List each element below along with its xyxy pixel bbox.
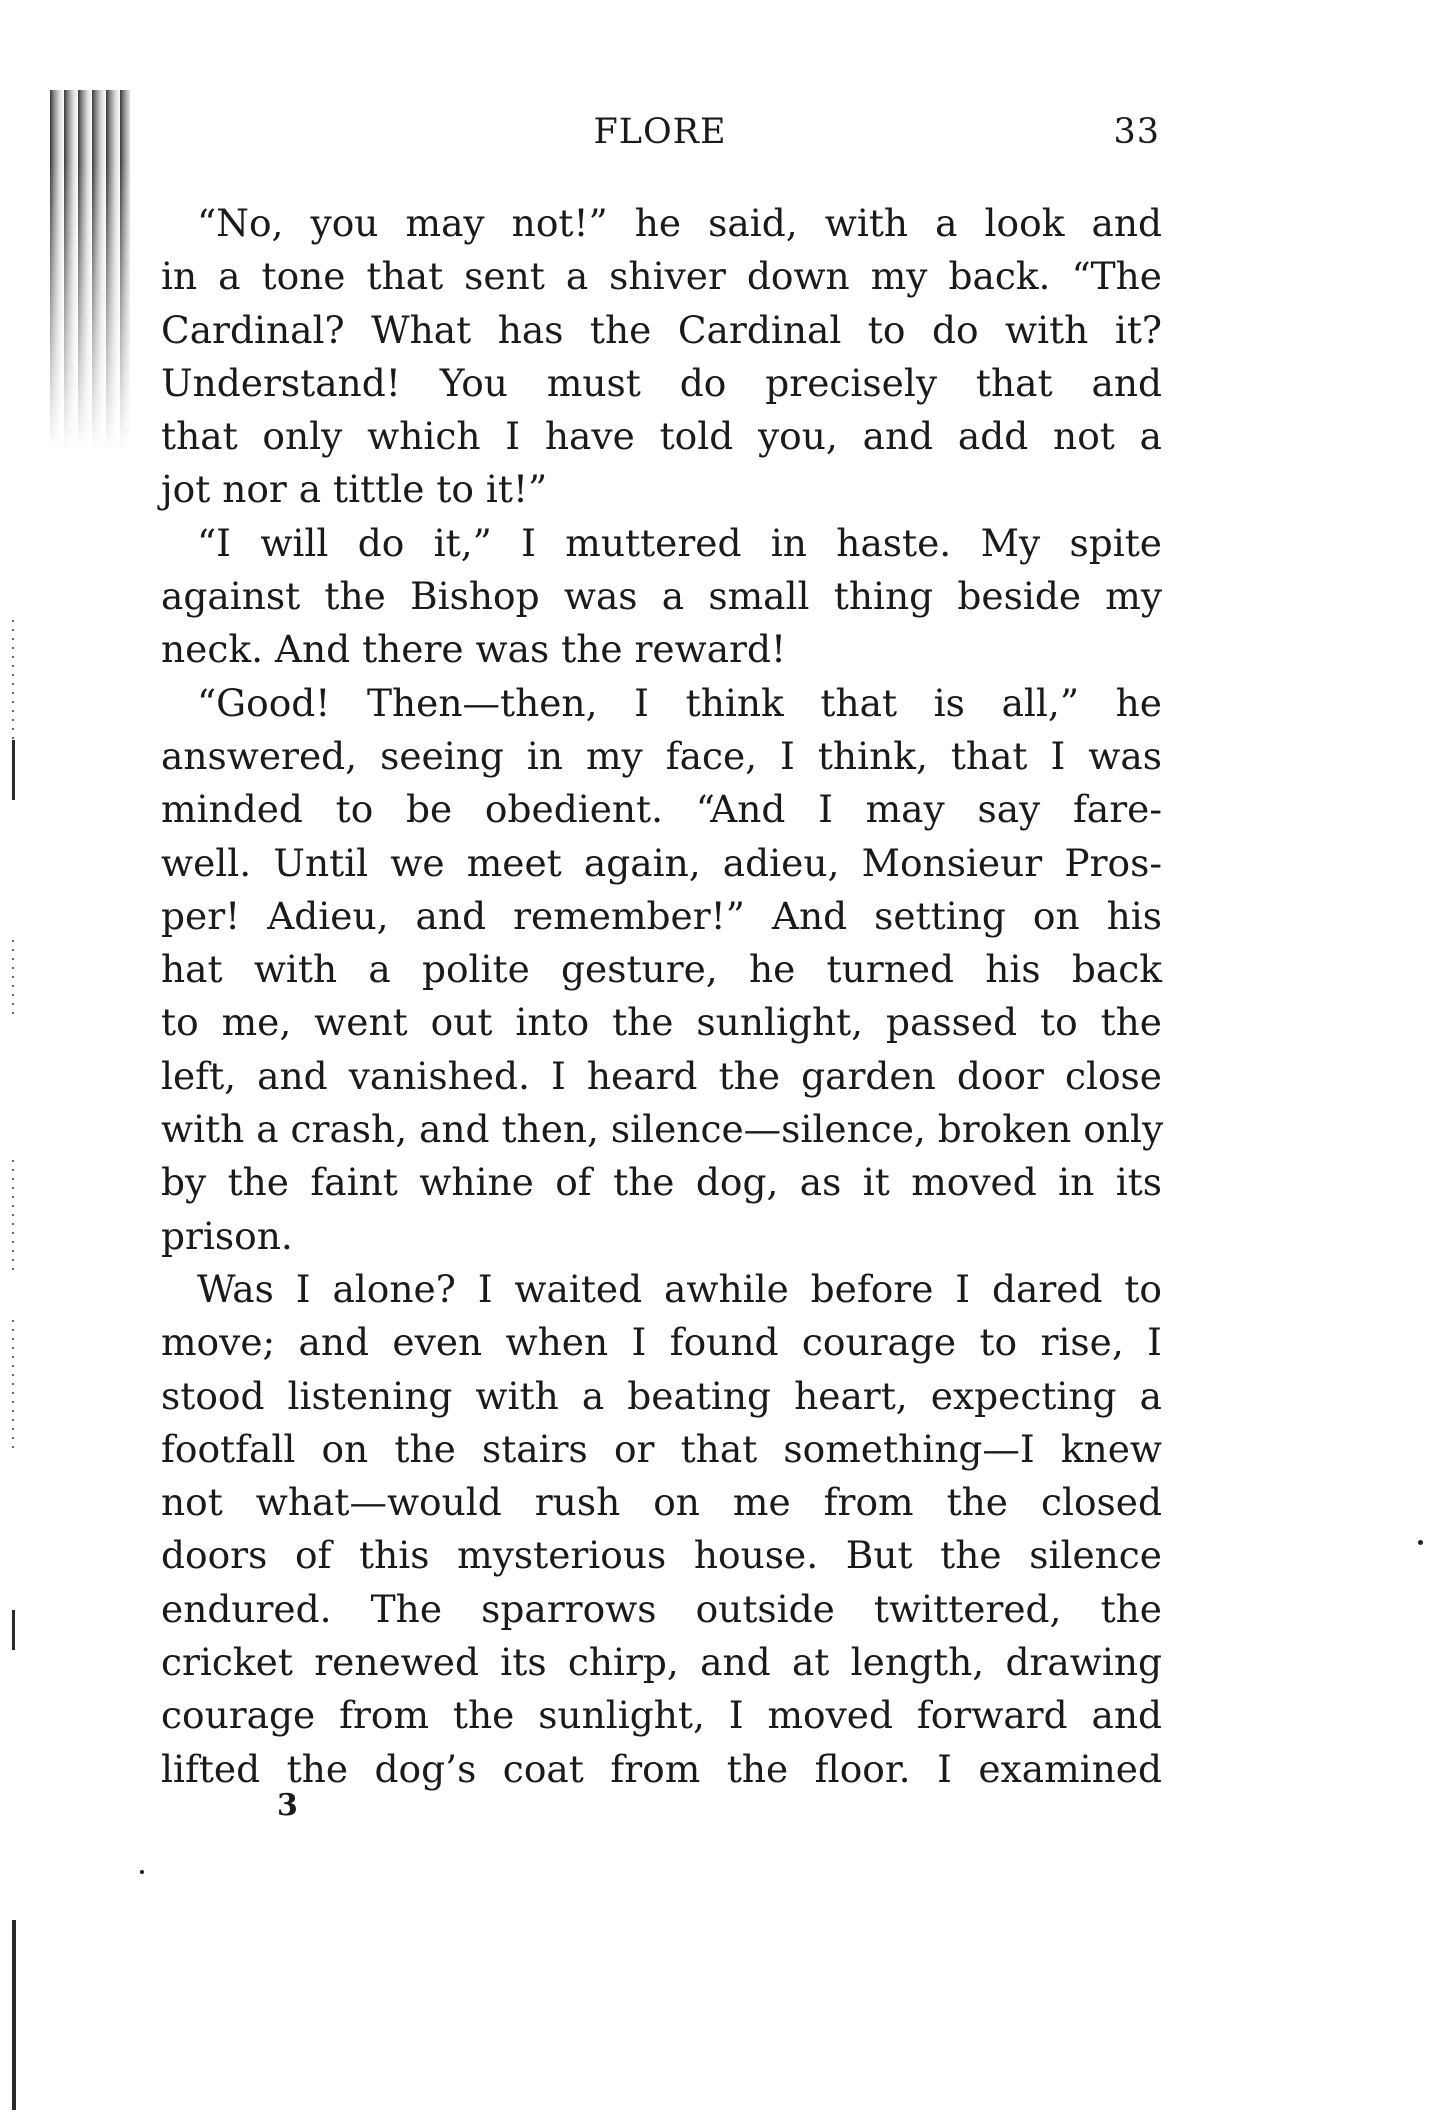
text-line: Was I alone? I waited awhile before I dared to <box>197 1266 1162 1311</box>
text-line: endured. The sparrows outside twittered, the <box>161 1586 1162 1631</box>
text-line: with a crash, and then, silence—silence, broken only <box>161 1107 1164 1152</box>
text-line: footfall on the stairs or that something—I knew <box>161 1426 1162 1471</box>
scan-gutter-shadow <box>50 90 130 450</box>
text-line: to me, went out into the sunlight, passed to the <box>161 1000 1162 1045</box>
text-line: courage from the sunlight, I moved forward and <box>161 1693 1162 1738</box>
text-line: “I will do it,” I muttered in haste. My spite <box>197 520 1162 565</box>
page-number: 33 <box>1113 112 1160 152</box>
text-line: neck. And there was the reward! <box>161 627 787 672</box>
text-line: doors of this mysterious house. But the silence <box>161 1533 1162 1578</box>
text-line: answered, seeing in my face, I think, that I was <box>161 733 1162 778</box>
signature-mark: 3 <box>277 1788 298 1823</box>
text-line: cricket renewed its chirp, and at length, drawing <box>161 1640 1162 1685</box>
text-line: Understand! You must do precisely that and <box>161 360 1162 405</box>
scan-speck <box>140 1870 144 1874</box>
text-line: hat with a polite gesture, he turned his back <box>161 947 1162 992</box>
text-line: “No, you may not!” he said, with a look and <box>197 201 1162 245</box>
scan-gutter-mark <box>12 740 15 800</box>
text-line: Cardinal? What has the Cardinal to do with it? <box>161 307 1162 352</box>
text-line: minded to be obedient. “And I may say fare- <box>161 787 1162 832</box>
text-line: against the Bishop was a small thing beside my <box>161 574 1162 619</box>
scan-gutter-mark <box>12 1920 16 2110</box>
text-line: left, and vanished. I heard the garden door close <box>161 1053 1162 1098</box>
text-line: well. Until we meet again, adieu, Monsieur Pros- <box>161 840 1162 885</box>
scan-gutter-mark <box>12 620 14 740</box>
scan-gutter-mark <box>12 1320 14 1450</box>
text-line: “Good! Then—then, I think that is all,” he <box>197 680 1162 725</box>
running-head <box>160 112 1160 172</box>
text-line: move; and even when I found courage to rise, I <box>161 1320 1162 1365</box>
body-text <box>161 197 1162 1796</box>
text-line: lifted the dog’s coat from the floor. I examined <box>161 1746 1162 1791</box>
text-line: not what—would rush on me from the closed <box>161 1480 1162 1525</box>
text-line: stood listening with a beating heart, expecting a <box>161 1373 1162 1418</box>
scan-gutter-mark <box>12 1160 14 1270</box>
text-line: jot nor a tittle to it!” <box>161 467 548 512</box>
scan-gutter-mark <box>12 940 14 1020</box>
text-line: by the faint whine of the dog, as it moved in its <box>161 1160 1162 1205</box>
text-line: that only which I have told you, and add not a <box>161 414 1162 459</box>
text-line: per! Adieu, and remember!” And setting on his <box>161 893 1162 938</box>
scan-gutter-mark <box>12 1610 15 1650</box>
running-title: FLORE <box>593 112 727 152</box>
scan-speck <box>1418 1540 1423 1545</box>
text-line: in a tone that sent a shiver down my back. “The <box>161 254 1162 299</box>
text-line: prison. <box>161 1213 293 1258</box>
